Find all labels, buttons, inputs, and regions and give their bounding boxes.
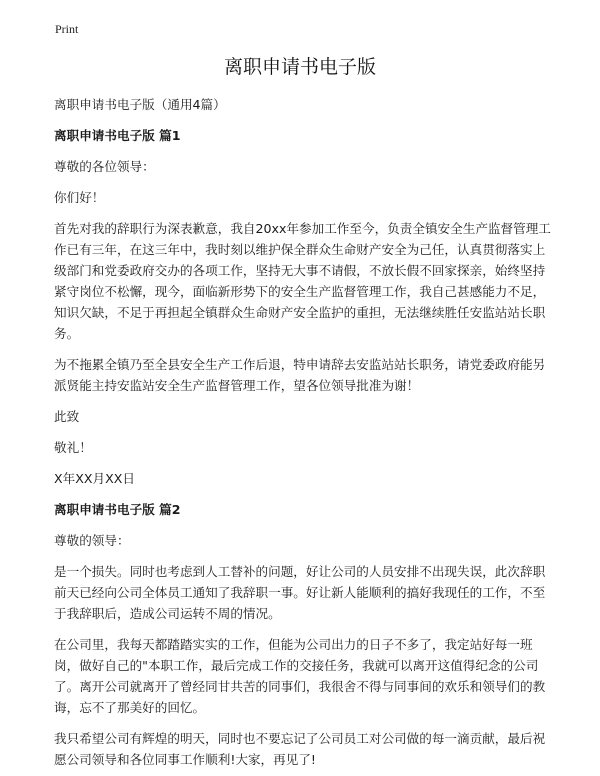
section-2-paragraph-1: 是一个损失。同时也考虑到人工替补的问题，好让公司的人员安排不出现失误，此次辞职前天已经向公司全体员工通知了我辞职一事。好让新人能顺利的搞好我现任的工作，不至于我辞职后，造成公司运转不周的情况。 xyxy=(54,564,546,621)
page-title: 离职申请书电子版 xyxy=(223,56,376,78)
section-2-salutation: 尊敬的领导： xyxy=(54,533,130,548)
document-body xyxy=(54,94,554,770)
section-1-paragraph-1: 首先对我的辞职行为深表歉意，我自20xx年参加工作至今，负责全镇安全生产监督管理工作已有三年，在这三年中，我时刻以维护保全群众生命财产安全为己任，认真贯彻落实上级部门和党委政府交办的各项工作，坚持无大事不请假，不放长假不回家探亲，始终坚持紧守岗位不松懈，现今，面临新形势下的安全生产监督管理工作，我自己甚感能力不足，知识欠缺，不足于再担起全镇群众生命财产安全监护的重担，无法继续胜任安监站站长职务。 xyxy=(54,221,551,341)
print-link[interactable]: Print xyxy=(55,22,79,36)
section-2-paragraph-2: 在公司里，我每天都踏踏实实的工作，但能为公司出力的日子不多了，我定站好每一班岗，做好自己的"本职工作，最后完成工作的交接任务，我就可以离开这值得纪念的公司了。离开公司就离开了曾经同甘共苦的同事们，我很舍不得与同事间的欢乐和领导们的教诲，忘不了那美好的回忆。 xyxy=(54,637,546,715)
section-1-salutation: 尊敬的各位领导： xyxy=(54,159,155,174)
section-1-date: X年XX月XX日 xyxy=(54,471,135,486)
section-2-heading: 离职申请书电子版 篇2 xyxy=(54,502,181,517)
document-subtitle: 离职申请书电子版（通用4篇） xyxy=(54,97,226,112)
section-1-heading: 离职申请书电子版 篇1 xyxy=(54,128,181,143)
section-1-greeting: 你们好！ xyxy=(54,190,105,205)
section-1-closing-2: 敬礼！ xyxy=(54,440,92,455)
section-1-paragraph-2: 为不拖累全镇乃至全县安全生产工作后退，特申请辞去安监站站长职务，请党委政府能另派贤能主持安监站安全生产监督管理工作，望各位领导批准为谢！ xyxy=(54,357,546,393)
section-1-closing-1: 此致 xyxy=(54,409,80,424)
section-2-paragraph-3: 我只希望公司有辉煌的明天，同时也不要忘记了公司员工对公司做的每一滴贡献，最后祝愿公司领导和各位同事工作顺利!大家，再见了! xyxy=(54,731,546,767)
